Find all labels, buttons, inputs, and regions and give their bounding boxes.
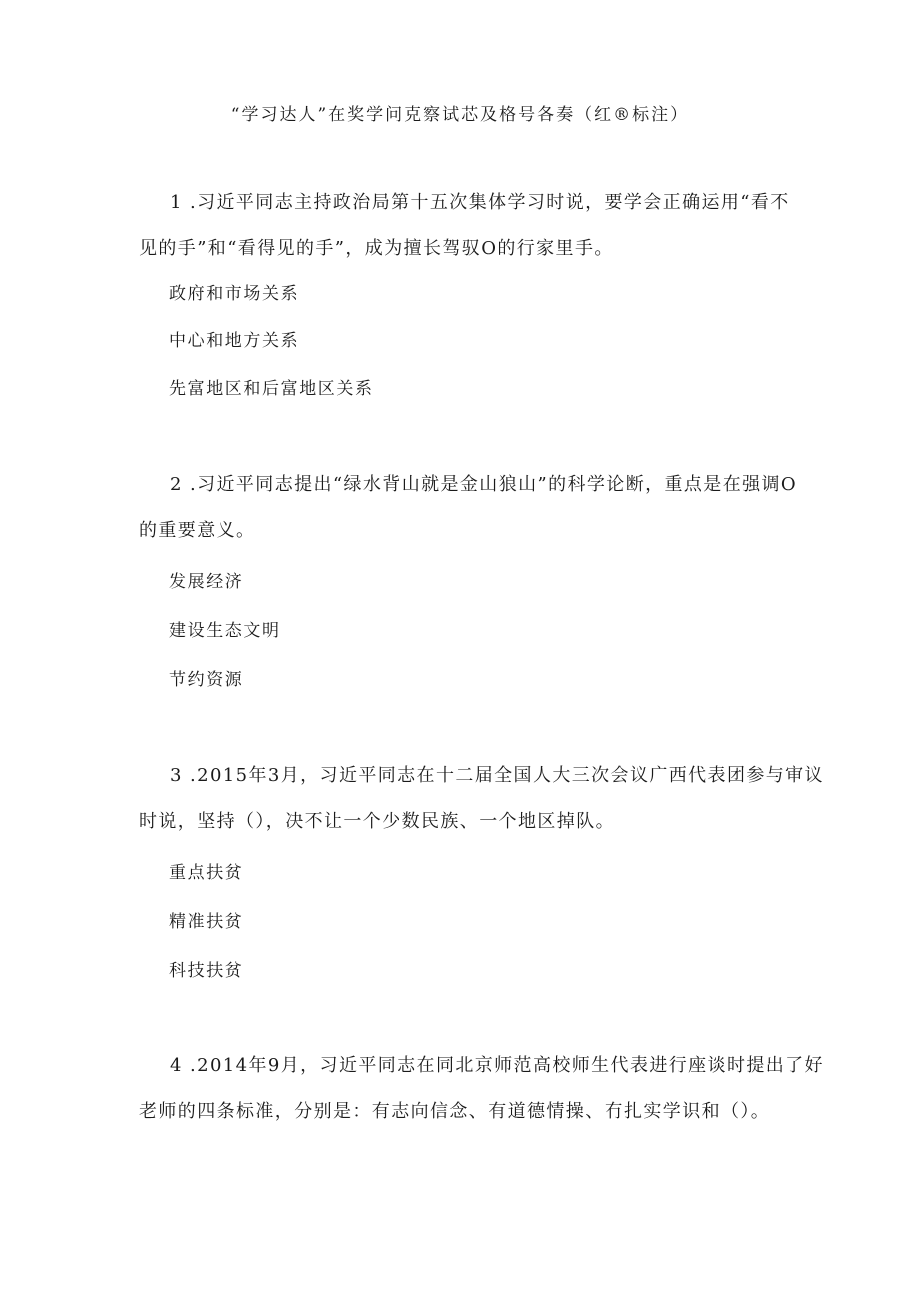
question-4-line-2: 老师的四条标准，分别是：有志向信念、有道德情操、冇扎实学识和（）。	[139, 1101, 771, 1122]
question-3-option-c: 科技扶贫	[169, 961, 244, 981]
question-2	[139, 462, 798, 554]
question-2-option-c: 节约资源	[169, 670, 244, 690]
question-1	[139, 180, 790, 272]
question-1-option-a: 政府和市场关系	[169, 284, 300, 304]
document-title: “学习达人”在奖学问克察试芯及格号各奏（红®标注）	[230, 105, 690, 125]
question-3	[139, 753, 824, 845]
question-1-option-c: 先富地区和后富地区关系	[169, 379, 374, 399]
question-4	[139, 1043, 824, 1135]
question-1-option-b: 中心和地方关系	[169, 331, 300, 351]
question-3-option-a: 重点扶贫	[169, 863, 244, 883]
question-3-line-1: 3 .2015年3月，习近平同志在十二届全国人大三次会议广西代表团参与审议	[170, 765, 824, 786]
question-2-option-a: 发展经济	[169, 572, 244, 592]
question-1-line-1: 1 .习近平同志主持政治局第十五次集体学习时说，要学会正确运用“看不	[170, 192, 790, 213]
question-2-option-b: 建设生态文明	[169, 621, 281, 641]
question-4-line-1: 4 .2014年9月，习近平同志在同北京师范高校师生代表进行座谈时提出了好	[170, 1055, 824, 1076]
question-3-option-b: 精准扶贫	[169, 912, 244, 932]
question-2-line-1: 2 .习近平同志提出“绿水背山就是金山狼山”的科学论断，重点是在强调O	[170, 474, 798, 495]
question-1-line-2: 见的手”和“看得见的手”，成为擅长驾驭O的行家里手。	[139, 238, 614, 259]
question-2-line-2: 的重要意义。	[139, 520, 256, 541]
question-3-line-2: 时说，坚持（），决不让一个少数民族、一个地区掉队。	[139, 811, 615, 832]
